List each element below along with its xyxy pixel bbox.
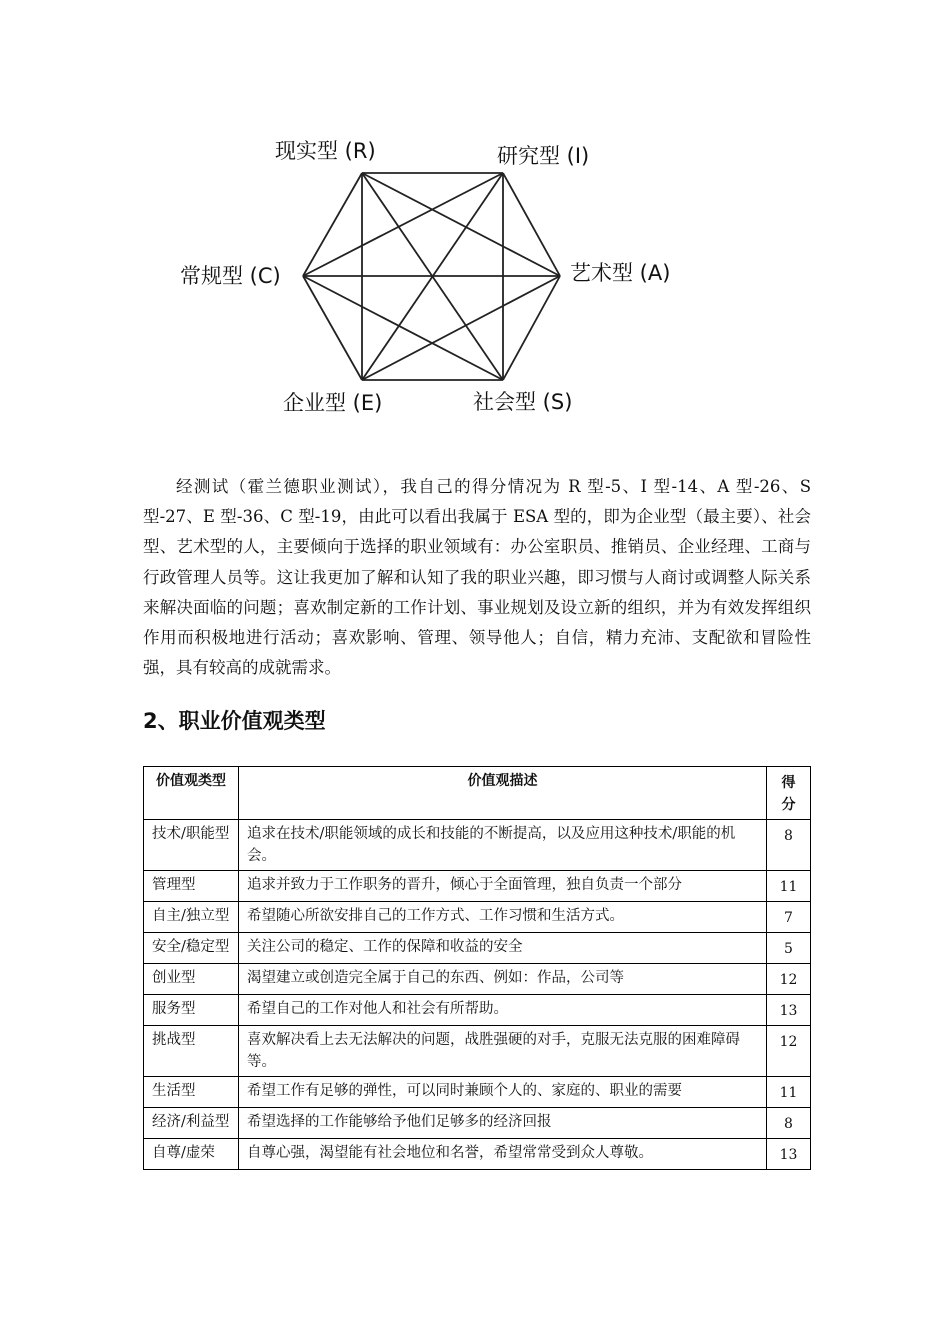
node-label-A: 艺术型 (A) xyxy=(570,261,671,285)
score-cell: 5 xyxy=(767,933,811,964)
score-cell: 8 xyxy=(767,1108,811,1139)
value-type-cell: 安全/稳定型 xyxy=(144,933,239,964)
value-type-cell: 生活型 xyxy=(144,1077,239,1108)
node-label-R: 现实型 (R) xyxy=(275,139,376,163)
value-description-cell: 关注公司的稳定、工作的保障和收益的安全 xyxy=(239,933,767,964)
section-heading: 2、职业价值观类型 xyxy=(143,709,326,733)
score-cell: 8 xyxy=(767,820,811,871)
value-type-cell: 服务型 xyxy=(144,995,239,1026)
table-row xyxy=(144,1108,811,1139)
score-cell: 12 xyxy=(767,1026,811,1077)
value-type-cell: 挑战型 xyxy=(144,1026,239,1077)
score-cell: 12 xyxy=(767,964,811,995)
node-label-I: 研究型 (I) xyxy=(497,144,590,168)
table-row xyxy=(144,871,811,902)
node-label-C: 常规型 (C) xyxy=(180,264,281,288)
table-header-row xyxy=(144,767,811,820)
table-row xyxy=(144,1139,811,1170)
score-cell: 13 xyxy=(767,1139,811,1170)
value-description-cell: 希望选择的工作能够给予他们足够多的经济回报 xyxy=(239,1108,767,1139)
header-description: 价值观描述 xyxy=(239,767,767,820)
edge-A-E xyxy=(362,276,560,380)
score-cell: 13 xyxy=(767,995,811,1026)
value-type-cell: 技术/职能型 xyxy=(144,820,239,871)
value-type-cell: 创业型 xyxy=(144,964,239,995)
value-description-cell: 希望自己的工作对他人和社会有所帮助。 xyxy=(239,995,767,1026)
node-label-S: 社会型 (S) xyxy=(473,390,573,414)
value-type-cell: 自主/独立型 xyxy=(144,902,239,933)
value-type-cell: 管理型 xyxy=(144,871,239,902)
score-cell: 11 xyxy=(767,1077,811,1108)
table-row xyxy=(144,902,811,933)
table-row xyxy=(144,1077,811,1108)
value-type-cell: 自尊/虚荣 xyxy=(144,1139,239,1170)
value-description-cell: 希望随心所欲安排自己的工作方式、工作习惯和生活方式。 xyxy=(239,902,767,933)
value-description-cell: 渴望建立或创造完全属于自己的东西、例如：作品，公司等 xyxy=(239,964,767,995)
table-row xyxy=(144,820,811,871)
score-cell: 11 xyxy=(767,871,811,902)
table-row xyxy=(144,933,811,964)
holland-hexagon-diagram xyxy=(170,128,700,428)
table-row xyxy=(144,964,811,995)
score-cell: 7 xyxy=(767,902,811,933)
table-row xyxy=(144,1026,811,1077)
header-type: 价值观类型 xyxy=(144,767,239,820)
value-description-cell: 自尊心强，渴望能有社会地位和名誉，希望常常受到众人尊敬。 xyxy=(239,1139,767,1170)
value-description-cell: 追求在技术/职能领域的成长和技能的不断提高，以及应用这种技术/职能的机会。 xyxy=(239,820,767,871)
value-description-cell: 喜欢解决看上去无法解决的问题，战胜强硬的对手，克服无法克服的困难障碍等。 xyxy=(239,1026,767,1077)
value-type-cell: 经济/利益型 xyxy=(144,1108,239,1139)
value-description-cell: 追求并致力于工作职务的晋升，倾心于全面管理，独自负责一个部分 xyxy=(239,871,767,902)
node-label-E: 企业型 (E) xyxy=(283,391,383,415)
edge-R-A xyxy=(362,173,560,276)
table-row xyxy=(144,995,811,1026)
holland-test-paragraph: 经测试（霍兰德职业测试），我自己的得分情况为 R 型-5、I 型-14、A 型-26、S 型-27、E 型-36、C 型-19，由此可以看出我属于 ESA 型的，即为企业型（最主要）、社会型、艺术型的人，主要倾向于选择的职业领域有：办公室职员、推销员、企业经理、工商与行政管理人员等。这让我更加了解和认知了我的职业兴趣，即习惯与人商讨或调整人际关系来解决面临的问题；喜欢制定新的工作计划、事业规划及设立新的组织，并为有效发挥组织作用而积极地进行活动；喜欢影响、管理、领导他人；自信，精力充沛、支配欲和冒险性强，具有较高的成就需求。 xyxy=(143,477,811,678)
value-description-cell: 希望工作有足够的弹性，可以同时兼顾个人的、家庭的、职业的需要 xyxy=(239,1077,767,1108)
career-values-table xyxy=(143,766,811,1170)
header-score: 得分 xyxy=(767,767,811,820)
